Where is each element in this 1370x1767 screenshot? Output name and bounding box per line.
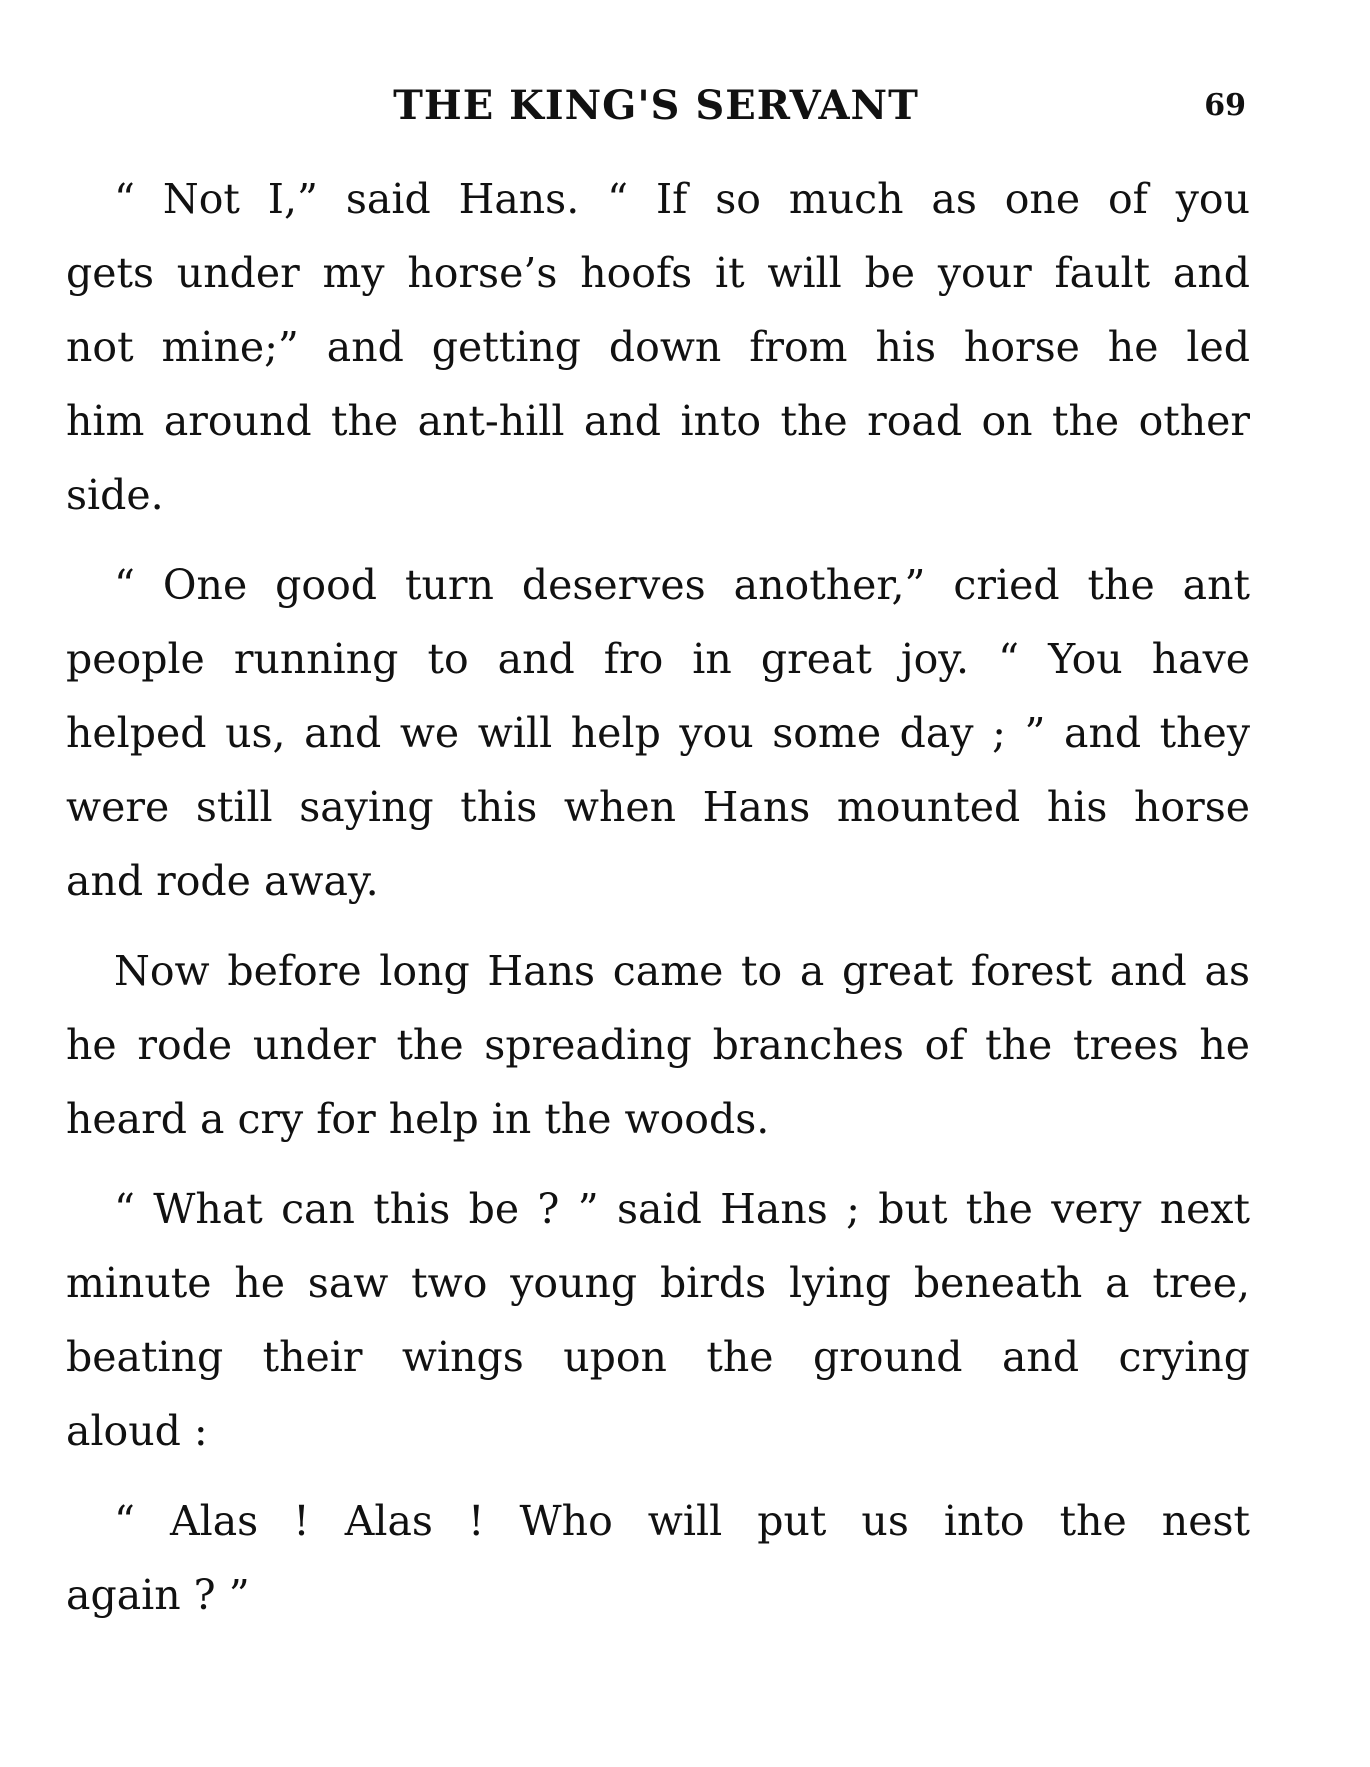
paragraph	[66, 934, 1250, 1156]
paragraph	[66, 162, 1250, 532]
body-text	[66, 162, 1250, 1648]
text-line: gets under my horse’s hoofs it will be your fault and	[66, 249, 1250, 297]
text-line: aloud :	[66, 1407, 208, 1455]
text-line: side.	[66, 471, 164, 519]
paragraph	[66, 1484, 1250, 1632]
page-number: 69	[1204, 88, 1246, 123]
text-line: people running to and fro in great joy. “ You have	[66, 635, 1250, 683]
text-line: Now before long Hans came to a great forest and as	[114, 947, 1250, 995]
text-line: “ Alas ! Alas ! Who will put us into the nest	[114, 1497, 1250, 1545]
text-line: not mine;” and getting down from his horse he led	[66, 323, 1250, 371]
text-line: helped us, and we will help you some day ; ” and they	[66, 709, 1250, 757]
chapter-title: THE KING'S SERVANT	[393, 82, 919, 129]
text-line: beating their wings upon the ground and crying	[66, 1333, 1250, 1381]
text-line: him around the ant-hill and into the road on the other	[66, 397, 1250, 445]
running-head	[66, 78, 1246, 134]
text-line: minute he saw two young birds lying beneath a tree,	[66, 1259, 1250, 1307]
text-line: “ What can this be ? ” said Hans ; but the very next	[114, 1185, 1250, 1233]
text-line: “ Not I,” said Hans. “ If so much as one of you	[114, 175, 1250, 223]
paragraph	[66, 1172, 1250, 1468]
text-line: were still saying this when Hans mounted his horse	[66, 783, 1250, 831]
text-line: heard a cry for help in the woods.	[66, 1095, 770, 1143]
text-line: “ One good turn deserves another,” cried the ant	[114, 561, 1250, 609]
text-line: and rode away.	[66, 857, 379, 905]
text-line: again ? ”	[66, 1571, 250, 1619]
text-line: he rode under the spreading branches of the trees he	[66, 1021, 1250, 1069]
paragraph	[66, 548, 1250, 918]
